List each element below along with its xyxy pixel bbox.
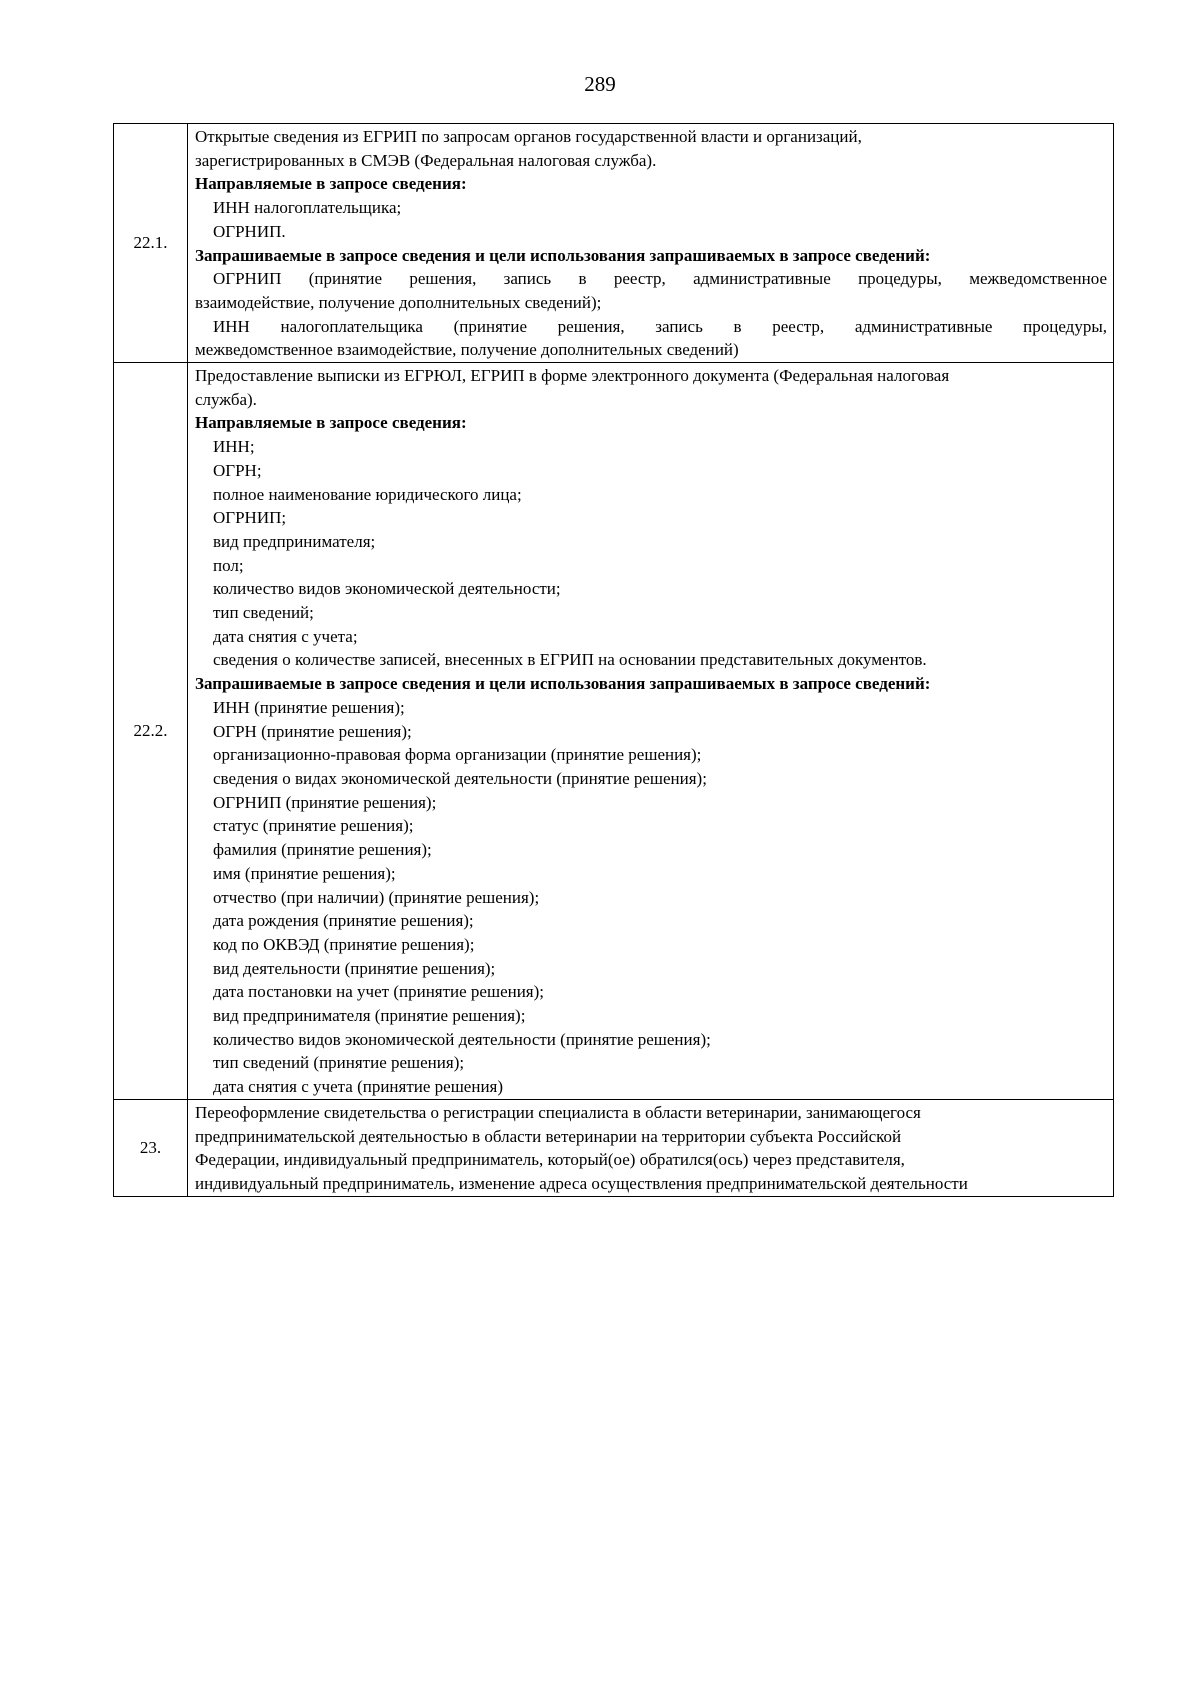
list-item: ИНН налогоплательщика; xyxy=(213,198,402,218)
requested-paragraph: взаимодействие, получение дополнительных сведений); xyxy=(195,292,602,312)
list-item: ОГРНИП (принятие решения); xyxy=(213,792,437,812)
service-title: предпринимательской деятельностью в области ветеринарии на территории субъекта Российской xyxy=(195,1126,902,1146)
service-title: Федерации, индивидуальный предприниматель, который(ое) обратился(ось) через представителя, xyxy=(195,1150,905,1170)
requested-paragraph: межведомственное взаимодействие, получение дополнительных сведений) xyxy=(195,340,739,360)
list-item: сведения о количестве записей, внесенных в ЕГРИП на основании представительных документов. xyxy=(213,650,927,670)
list-item: дата постановки на учет (принятие решения); xyxy=(213,982,545,1002)
list-item: код по ОКВЭД (принятие решения); xyxy=(213,934,475,954)
list-item: организационно-правовая форма организации (принятие решения); xyxy=(213,745,702,765)
list-item: вид деятельности (принятие решения); xyxy=(213,958,496,978)
list-item: количество видов экономической деятельности (принятие решения); xyxy=(213,1029,711,1049)
list-item: вид предпринимателя; xyxy=(213,531,376,551)
list-item: вид предпринимателя (принятие решения); xyxy=(213,1006,526,1026)
row-number: 22.1. xyxy=(114,124,188,363)
requested-paragraph: ИНН налогоплательщика (принятие решения, запись в реестр, административные процедуры, xyxy=(213,316,1107,336)
row-number: 22.2. xyxy=(114,363,188,1100)
page-number: 289 xyxy=(584,72,616,96)
row-content xyxy=(188,1099,1114,1196)
service-title: Открытые сведения из ЕГРИП по запросам органов государственной власти и организаций, xyxy=(195,127,862,146)
row-number: 23. xyxy=(114,1099,188,1196)
services-table xyxy=(113,123,1114,1197)
service-title: Переоформление свидетельства о регистрации специалиста в области ветеринарии, занимающегося xyxy=(195,1102,921,1122)
list-item: количество видов экономической деятельности; xyxy=(213,579,561,599)
table-row xyxy=(114,124,1114,363)
list-item: тип сведений (принятие решения); xyxy=(213,1053,465,1073)
list-item: полное наименование юридического лица; xyxy=(213,484,522,504)
list-item: дата снятия с учета; xyxy=(213,626,358,646)
list-item: ИНН; xyxy=(213,437,255,457)
list-item: сведения о видах экономической деятельности (принятие решения); xyxy=(213,768,707,788)
list-item: фамилия (принятие решения); xyxy=(213,840,432,860)
table-row xyxy=(114,363,1114,1100)
list-item: ОГРН (принятие решения); xyxy=(213,721,412,741)
list-item: дата снятия с учета (принятие решения) xyxy=(213,1077,504,1097)
sent-heading: Направляемые в запросе сведения: xyxy=(195,413,467,433)
row-content xyxy=(188,124,1114,363)
requested-heading: Запрашиваемые в запросе сведения и цели использования запрашиваемых в запросе сведений: xyxy=(195,245,931,265)
list-item: ОГРНИП. xyxy=(213,221,286,241)
requested-heading: Запрашиваемые в запросе сведения и цели использования запрашиваемых в запросе сведений: xyxy=(195,674,931,694)
list-item: статус (принятие решения); xyxy=(213,816,414,836)
list-item: тип сведений; xyxy=(213,603,314,623)
list-item: ИНН (принятие решения); xyxy=(213,697,405,717)
service-title: индивидуальный предприниматель, изменение адреса осуществления предпринимательской деятельности xyxy=(195,1173,968,1193)
service-title: Предоставление выписки из ЕГРЮЛ, ЕГРИП в форме электронного документа (Федеральная налоговая xyxy=(195,366,950,386)
list-item: пол; xyxy=(213,555,244,575)
row-content xyxy=(188,363,1114,1100)
list-item: имя (принятие решения); xyxy=(213,863,396,883)
table-row xyxy=(114,1099,1114,1196)
requested-paragraph: ОГРНИП (принятие решения, запись в реестр, административные процедуры, межведомственное xyxy=(213,269,1107,289)
sent-heading: Направляемые в запросе сведения: xyxy=(195,174,467,194)
service-title: служба). xyxy=(195,389,257,409)
list-item: дата рождения (принятие решения); xyxy=(213,911,474,931)
list-item: ОГРН; xyxy=(213,460,262,480)
list-item: отчество (при наличии) (принятие решения); xyxy=(213,887,540,907)
service-title: зарегистрированных в СМЭВ (Федеральная налоговая служба). xyxy=(195,150,657,170)
list-item: ОГРНИП; xyxy=(213,508,287,528)
